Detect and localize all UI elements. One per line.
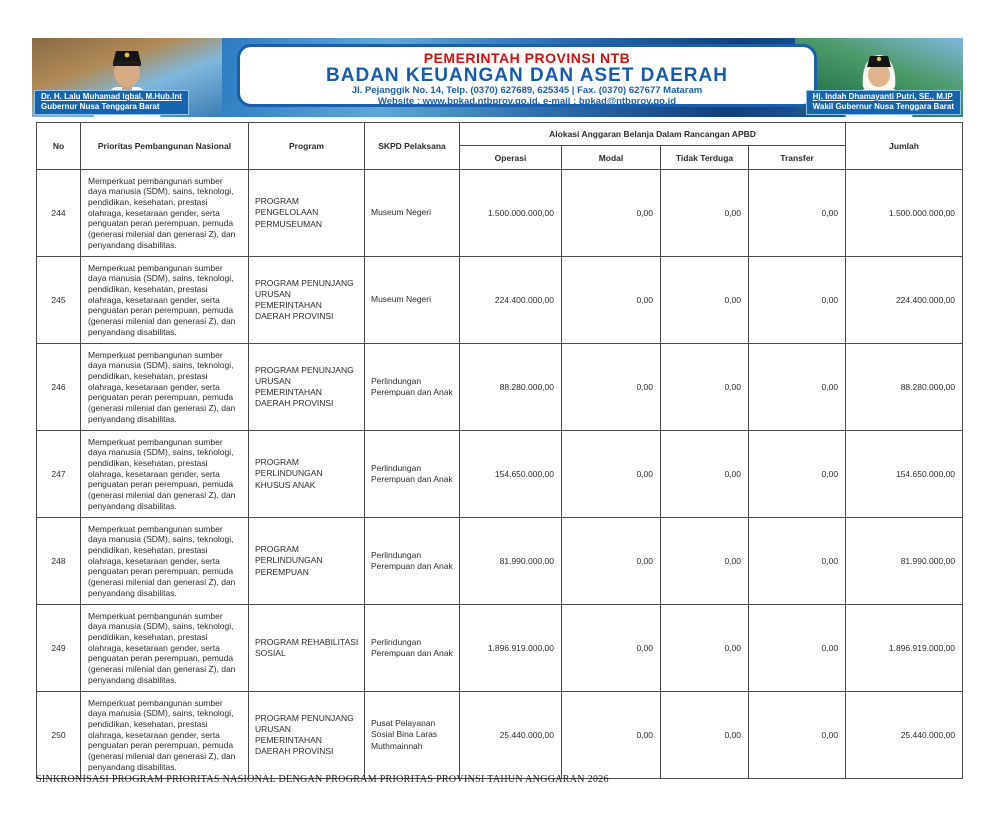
letterhead-plate — [237, 44, 817, 107]
cell-no: 248 — [37, 518, 81, 605]
col-header-jumlah: Jumlah — [846, 123, 963, 170]
cell-modal: 0,00 — [562, 257, 661, 344]
cell-tidak-terduga: 0,00 — [661, 518, 749, 605]
cell-modal: 0,00 — [562, 605, 661, 692]
table-row — [37, 518, 963, 605]
table-row — [37, 257, 963, 344]
cell-no: 250 — [37, 692, 81, 779]
cell-skpd: Perlindungan Perempuan dan Anak — [365, 431, 460, 518]
cell-program: PROGRAM REHABILITASI SOSIAL — [249, 605, 365, 692]
cell-tidak-terduga: 0,00 — [661, 170, 749, 257]
budget-table-header — [37, 123, 963, 170]
vice-governor-name: Hj. Indah Dhamayanti Putri, SE., M.IP — [812, 92, 953, 101]
table-row — [37, 692, 963, 779]
col-header-alokasi-group: Alokasi Anggaran Belanja Dalam Rancangan APBD — [460, 123, 846, 146]
cell-operasi: 25.440.000,00 — [460, 692, 562, 779]
cell-modal: 0,00 — [562, 518, 661, 605]
table-row — [37, 431, 963, 518]
cell-program: PROGRAM PERLINDUNGAN PEREMPUAN — [249, 518, 365, 605]
cell-transfer: 0,00 — [749, 344, 846, 431]
cell-modal: 0,00 — [562, 692, 661, 779]
cell-program: PROGRAM PENUNJANG URUSAN PEMERINTAHAN DAERAH PROVINSI — [249, 257, 365, 344]
cell-prioritas: Memperkuat pembangunan sumber daya manusia (SDM), sains, teknologi, pendidikan, kesehatan, prestasi olahraga, kesetaraan gender, serta penguatan peran perempuan, pemuda (generasi milenial dan generasi Z), dan penyandang disabilitas. — [81, 344, 249, 431]
cell-operasi: 1.896.919.000,00 — [460, 605, 562, 692]
budget-table-body — [37, 170, 963, 779]
cell-program: PROGRAM PERLINDUNGAN KHUSUS ANAK — [249, 431, 365, 518]
cell-jumlah: 154.650.000,00 — [846, 431, 963, 518]
cell-transfer: 0,00 — [749, 170, 846, 257]
cell-prioritas: Memperkuat pembangunan sumber daya manusia (SDM), sains, teknologi, pendidikan, kesehatan, prestasi olahraga, kesetaraan gender, serta penguatan peran perempuan, pemuda (generasi milenial dan generasi Z), dan penyandang disabilitas. — [81, 431, 249, 518]
cell-skpd: Perlindungan Perempuan dan Anak — [365, 344, 460, 431]
cell-program: PROGRAM PENUNJANG URUSAN PEMERINTAHAN DAERAH PROVINSI — [249, 344, 365, 431]
cell-modal: 0,00 — [562, 170, 661, 257]
cell-prioritas: Memperkuat pembangunan sumber daya manusia (SDM), sains, teknologi, pendidikan, kesehatan, prestasi olahraga, kesetaraan gender, serta penguatan peran perempuan, pemuda (generasi milenial dan generasi Z), dan penyandang disabilitas. — [81, 518, 249, 605]
letterhead-banner — [32, 38, 963, 117]
table-row — [37, 605, 963, 692]
cell-no: 244 — [37, 170, 81, 257]
governor-caption — [34, 90, 189, 115]
cell-jumlah: 1.896.919.000,00 — [846, 605, 963, 692]
cell-operasi: 88.280.000,00 — [460, 344, 562, 431]
cell-jumlah: 1.500.000.000,00 — [846, 170, 963, 257]
cell-transfer: 0,00 — [749, 518, 846, 605]
col-header-transfer: Transfer — [749, 146, 846, 170]
cell-program: PROGRAM PENUNJANG URUSAN PEMERINTAHAN DAERAH PROVINSI — [249, 692, 365, 779]
governor-title: Gubernur Nusa Tenggara Barat — [41, 102, 160, 111]
cell-transfer: 0,00 — [749, 605, 846, 692]
cell-tidak-terduga: 0,00 — [661, 431, 749, 518]
cell-prioritas: Memperkuat pembangunan sumber daya manusia (SDM), sains, teknologi, pendidikan, kesehatan, prestasi olahraga, kesetaraan gender, serta penguatan peran perempuan, pemuda (generasi milenial dan generasi Z), dan penyandang disabilitas. — [81, 170, 249, 257]
vice-governor-title: Wakil Gubernur Nusa Tenggara Barat — [812, 102, 954, 111]
cell-transfer: 0,00 — [749, 692, 846, 779]
cell-no: 246 — [37, 344, 81, 431]
governor-name: Dr. H. Lalu Muhamad Iqbal, M.Hub.Int — [41, 92, 182, 101]
province-title: PEMERINTAH PROVINSI NTB — [423, 50, 631, 66]
agency-address: Jl. Pejanggik No. 14, Telp. (0370) 627689, 625345 | Fax. (0370) 627677 Mataram — [351, 85, 703, 96]
cell-transfer: 0,00 — [749, 431, 846, 518]
cell-jumlah: 81.990.000,00 — [846, 518, 963, 605]
cell-jumlah: 224.400.000,00 — [846, 257, 963, 344]
cell-prioritas: Memperkuat pembangunan sumber daya manusia (SDM), sains, teknologi, pendidikan, kesehatan, prestasi olahraga, kesetaraan gender, serta penguatan peran perempuan, pemuda (generasi milenial dan generasi Z), dan penyandang disabilitas. — [81, 692, 249, 779]
cell-tidak-terduga: 0,00 — [661, 692, 749, 779]
table-row — [37, 170, 963, 257]
cell-prioritas: Memperkuat pembangunan sumber daya manusia (SDM), sains, teknologi, pendidikan, kesehatan, prestasi olahraga, kesetaraan gender, serta penguatan peran perempuan, pemuda (generasi milenial dan generasi Z), dan penyandang disabilitas. — [81, 605, 249, 692]
cell-tidak-terduga: 0,00 — [661, 605, 749, 692]
cell-tidak-terduga: 0,00 — [661, 344, 749, 431]
agency-title: BADAN KEUANGAN DAN ASET DAERAH — [326, 65, 728, 86]
cell-skpd: Museum Negeri — [365, 170, 460, 257]
footer-caption: SINKRONISASI PROGRAM PRIORITAS NASIONAL DENGAN PROGRAM PRIORITAS PROVINSI TAHUN ANGGARAN 2026 — [36, 774, 609, 785]
cell-skpd: Perlindungan Perempuan dan Anak — [365, 518, 460, 605]
cell-operasi: 224.400.000,00 — [460, 257, 562, 344]
cell-no: 245 — [37, 257, 81, 344]
cell-operasi: 154.650.000,00 — [460, 431, 562, 518]
cell-tidak-terduga: 0,00 — [661, 257, 749, 344]
cell-no: 249 — [37, 605, 81, 692]
col-header-program: Program — [249, 123, 365, 170]
col-header-operasi: Operasi — [460, 146, 562, 170]
table-row — [37, 344, 963, 431]
cell-jumlah: 88.280.000,00 — [846, 344, 963, 431]
budget-table — [36, 122, 963, 779]
cell-transfer: 0,00 — [749, 257, 846, 344]
cell-prioritas: Memperkuat pembangunan sumber daya manusia (SDM), sains, teknologi, pendidikan, kesehatan, prestasi olahraga, kesetaraan gender, serta penguatan peran perempuan, pemuda (generasi milenial dan generasi Z), dan penyandang disabilitas. — [81, 257, 249, 344]
cell-operasi: 1.500.000.000,00 — [460, 170, 562, 257]
cell-modal: 0,00 — [562, 344, 661, 431]
cell-skpd: Perlindungan Perempuan dan Anak — [365, 605, 460, 692]
cell-no: 247 — [37, 431, 81, 518]
cell-modal: 0,00 — [562, 431, 661, 518]
cell-skpd: Pusat Pelayanan Sosial Bina Laras Muthmainnah — [365, 692, 460, 779]
col-header-skpd: SKPD Pelaksana — [365, 123, 460, 170]
cell-jumlah: 25.440.000,00 — [846, 692, 963, 779]
cell-skpd: Museum Negeri — [365, 257, 460, 344]
vice-governor-caption — [806, 90, 961, 115]
cell-operasi: 81.990.000,00 — [460, 518, 562, 605]
col-header-modal: Modal — [562, 146, 661, 170]
cell-program: PROGRAM PENGELOLAAN PERMUSEUMAN — [249, 170, 365, 257]
col-header-no: No — [37, 123, 81, 170]
col-header-tidak-terduga: Tidak Terduga — [661, 146, 749, 170]
agency-website: Website : www.bpkad.ntbprov.go.id, e-mail : bpkad@ntbprov.go.id — [377, 96, 677, 108]
col-header-prioritas: Prioritas Pembangunan Nasional — [81, 123, 249, 170]
